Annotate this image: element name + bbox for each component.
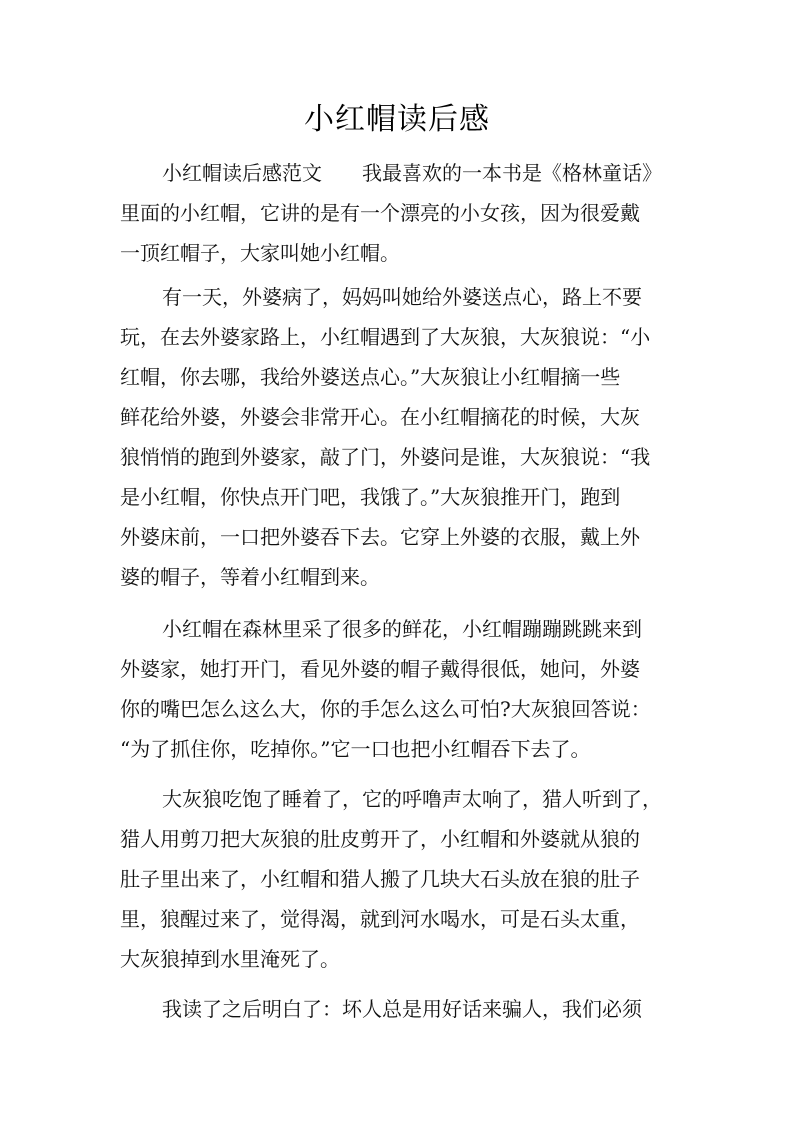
text-line: 猎人用剪刀把大灰狼的肚皮剪开了，小红帽和外婆就从狼的 (120, 827, 640, 851)
text-line: 一顶红帽子，大家叫她小红帽。 (120, 241, 400, 265)
text-line: 外婆床前，一口把外婆吞下去。它穿上外婆的衣服，戴上外 (120, 525, 640, 549)
text-line: 大灰狼掉到水里淹死了。 (120, 947, 340, 971)
document-title: 小红帽读后感 (304, 102, 490, 137)
text-line: 有一天，外婆病了，妈妈叫她给外婆送点心，路上不要 (162, 285, 642, 309)
text-line: 小红帽在森林里采了很多的鲜花，小红帽蹦蹦跳跳来到 (162, 617, 642, 641)
text-line: 我读了之后明白了：坏人总是用好话来骗人，我们必须 (162, 997, 642, 1021)
text-line: 玩，在去外婆家路上，小红帽遇到了大灰狼，大灰狼说：“小 (120, 325, 651, 349)
text-line: 你的嘴巴怎么这么大，你的手怎么这么可怕?大灰狼回答说： (120, 697, 651, 721)
text-line: 鲜花给外婆，外婆会非常开心。在小红帽摘花的时候，大灰 (120, 405, 640, 429)
text-line: 肚子里出来了，小红帽和猎人搬了几块大石头放在狼的肚子 (120, 867, 640, 891)
text-line: 大灰狼吃饱了睡着了，它的呼噜声太响了，猎人听到了， (162, 787, 662, 811)
text-line: 里，狼醒过来了，觉得渴，就到河水喝水，可是石头太重， (120, 907, 640, 931)
text-line: 狼悄悄的跑到外婆家，敲了门，外婆问是谁，大灰狼说：“我 (120, 445, 651, 469)
text-line: “为了抓住你，吃掉你。”它一口也把小红帽吞下去了。 (120, 737, 591, 761)
text-line: 小红帽读后感范文 我最喜欢的一本书是《格林童话》 (162, 161, 662, 185)
text-line: 外婆家，她打开门，看见外婆的帽子戴得很低，她问，外婆 (120, 657, 640, 681)
text-line: 里面的小红帽，它讲的是有一个漂亮的小女孩，因为很爱戴 (120, 201, 640, 225)
text-line: 是小红帽，你快点开门吧，我饿了。”大灰狼推开门，跑到 (120, 485, 621, 509)
text-line: 红帽，你去哪，我给外婆送点心。”大灰狼让小红帽摘一些 (120, 365, 621, 389)
text-line: 婆的帽子，等着小红帽到来。 (120, 565, 380, 589)
